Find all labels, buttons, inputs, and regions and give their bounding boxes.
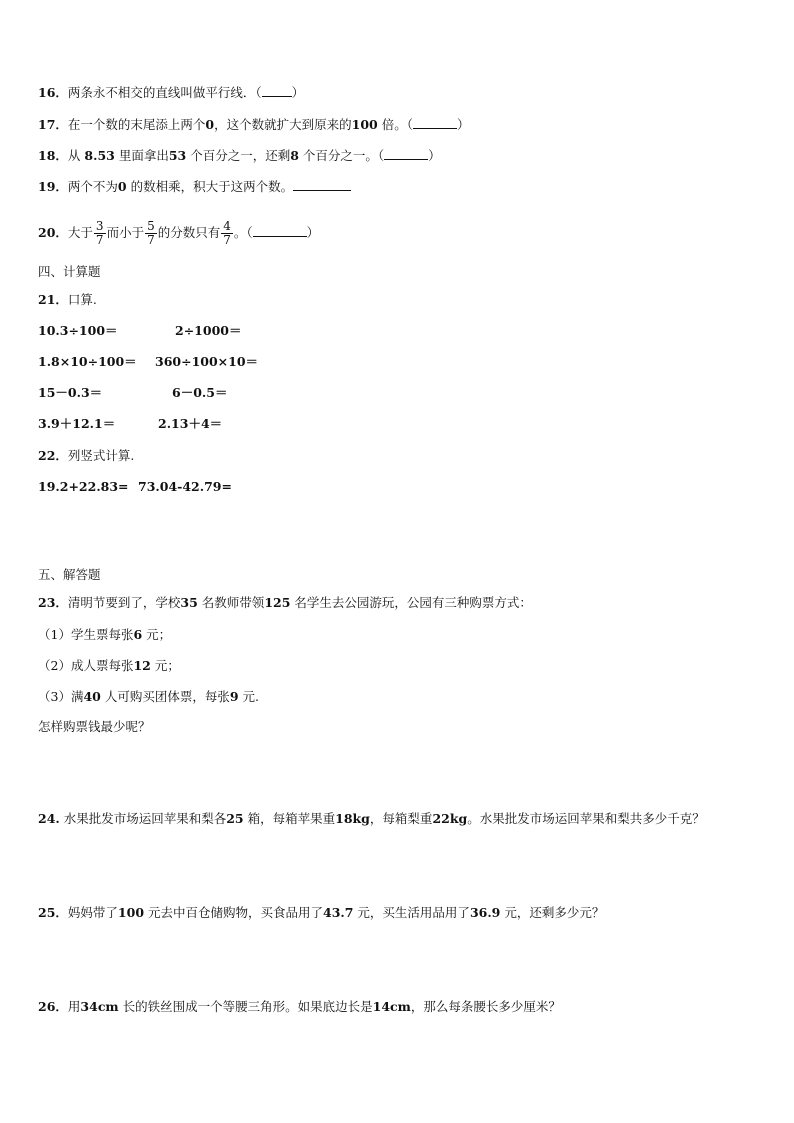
question-text: 的分数只有 [157, 225, 221, 240]
paren-close: ） [428, 148, 441, 163]
question-text: 名学生去公园游玩，公园有三种购票方式： [290, 595, 532, 610]
oral-item: 6－0.5＝ [172, 385, 228, 400]
question-text: 用 [67, 999, 81, 1014]
question-number: 25． [38, 905, 68, 920]
number: 25 [226, 811, 244, 826]
question-text: 。（ [233, 225, 253, 240]
question-21 [38, 292, 97, 308]
number: 100 [117, 905, 145, 920]
answer-blank[interactable] [384, 147, 428, 160]
question-23 [38, 595, 532, 611]
number: 125 [264, 595, 291, 610]
answer-blank[interactable] [293, 178, 351, 191]
question-number: 24. [38, 811, 60, 826]
question-number: 19． [38, 179, 68, 194]
number: 36.9 [469, 905, 501, 920]
question-text: 里面拿出 [114, 148, 169, 163]
number: 6 [133, 627, 143, 642]
question-number: 18． [38, 148, 68, 163]
number: 8 [290, 148, 299, 163]
question-19 [38, 178, 351, 195]
question-18 [38, 147, 441, 164]
question-16 [38, 84, 304, 101]
oral-item: 10.3÷100＝ [38, 323, 118, 338]
option-text: （1）学生票每张 [38, 627, 134, 642]
denominator: 7 [223, 233, 231, 247]
vertical-calc-item: 73.04-42.79= [138, 479, 232, 494]
question-text: 元，买生活用品用了 [353, 905, 470, 920]
fraction-4-7 [221, 220, 233, 247]
question-text: 箱，每箱苹果重 [243, 811, 336, 826]
number-zero: 0 [205, 117, 215, 132]
question-text: 元，还剩多少元？ [500, 905, 605, 920]
paren-close: ） [456, 117, 470, 132]
question-text: 个百分之一，还剩 [186, 148, 291, 163]
question-number: 22． [38, 448, 68, 463]
question-24 [38, 811, 705, 827]
question-23-ask: 怎样购票钱最少呢？ [38, 719, 151, 734]
question-text: 水果批发市场运回苹果和梨各 [59, 811, 227, 826]
question-text: 名教师带领 [197, 595, 265, 610]
oral-item: 2.13＋4＝ [158, 416, 223, 431]
question-22 [38, 448, 134, 464]
option-text: （3）满 [38, 689, 84, 704]
question-26 [38, 999, 561, 1015]
question-number: 23． [38, 595, 68, 610]
section-heading-calc: 四、计算题 [38, 264, 101, 279]
question-text: 个百分之一。（ [298, 148, 385, 163]
question-text: 的数相乘，积大于这两个数。 [126, 179, 294, 194]
question-text: ，这个数就扩大到原来的 [214, 117, 352, 132]
oral-item: 1.8×10÷100＝ [38, 354, 137, 369]
oral-item: 360÷100×10＝ [155, 354, 259, 369]
question-number: 16． [38, 85, 68, 100]
number: 22kg [432, 811, 468, 826]
number: 34cm [80, 999, 119, 1014]
numerator: 3 [95, 219, 104, 233]
option-text: 人可购买团体票，每张 [100, 689, 230, 704]
number: 35 [180, 595, 198, 610]
denominator: 7 [147, 233, 155, 247]
number: 40 [83, 689, 101, 704]
oral-item: 3.9＋12.1＝ [38, 416, 116, 431]
paren-close: ） [291, 85, 305, 100]
question-text: 元去中百仓储购物，买食品用了 [144, 905, 323, 920]
option-3 [38, 689, 259, 705]
question-text: 列竖式计算. [67, 448, 135, 463]
question-number: 21． [38, 292, 68, 307]
option-text: （2）成人票每张 [38, 658, 134, 673]
paren-close: ） [306, 225, 320, 240]
number-zero: 0 [117, 179, 127, 194]
oral-item: 15－0.3＝ [38, 385, 103, 400]
question-text: 清明节要到了，学校 [67, 595, 181, 610]
question-text: 倍。（ [377, 117, 413, 132]
numerator: 5 [147, 219, 155, 233]
number: 53 [168, 148, 187, 163]
number: 18kg [335, 811, 370, 826]
question-text: 长的铁丝围成一个等腰三角形。如果底边长是 [118, 999, 373, 1014]
denominator: 7 [95, 233, 104, 247]
option-2 [38, 658, 180, 674]
number: 8.53 [84, 148, 115, 163]
answer-blank[interactable] [413, 116, 457, 129]
number: 9 [229, 689, 239, 704]
number-100: 100 [351, 117, 378, 132]
vertical-calc-item: 19.2+22.83= [38, 479, 129, 494]
option-text: 元； [142, 627, 172, 642]
numerator: 4 [223, 219, 231, 233]
number: 12 [133, 658, 151, 673]
question-20 [38, 216, 319, 250]
question-text: 口算. [67, 292, 97, 307]
number: 43.7 [323, 905, 354, 920]
section-heading-solve: 五、解答题 [38, 567, 101, 582]
question-text: 在一个数的末尾添上两个 [67, 117, 206, 132]
number: 14cm [372, 999, 411, 1014]
question-text: 大于 [67, 225, 93, 240]
question-number: 26． [38, 999, 68, 1014]
question-text: ，每箱梨重 [369, 811, 433, 826]
answer-blank[interactable] [262, 84, 292, 97]
oral-item: 2÷1000＝ [175, 323, 242, 338]
question-text: ，那么每条腰长多少厘米？ [410, 999, 561, 1014]
question-number: 17． [38, 117, 68, 132]
question-text: 妈妈带了 [67, 905, 118, 920]
question-text: 。水果批发市场运回苹果和梨共多少千克？ [467, 811, 705, 826]
fraction-5-7 [145, 220, 157, 247]
option-1 [38, 627, 171, 643]
option-text: 元； [150, 658, 180, 673]
question-text: 而小于 [106, 225, 145, 240]
question-number: 20． [38, 225, 68, 240]
question-text: 两条永不相交的直线叫做平行线．（ [67, 85, 262, 100]
question-17 [38, 116, 469, 133]
option-text: 元. [238, 689, 259, 704]
question-text: 两个不为 [67, 179, 118, 194]
question-text: 从 [67, 148, 85, 163]
fraction-3-7 [94, 220, 106, 247]
question-25 [38, 905, 604, 921]
answer-blank[interactable] [253, 224, 307, 237]
